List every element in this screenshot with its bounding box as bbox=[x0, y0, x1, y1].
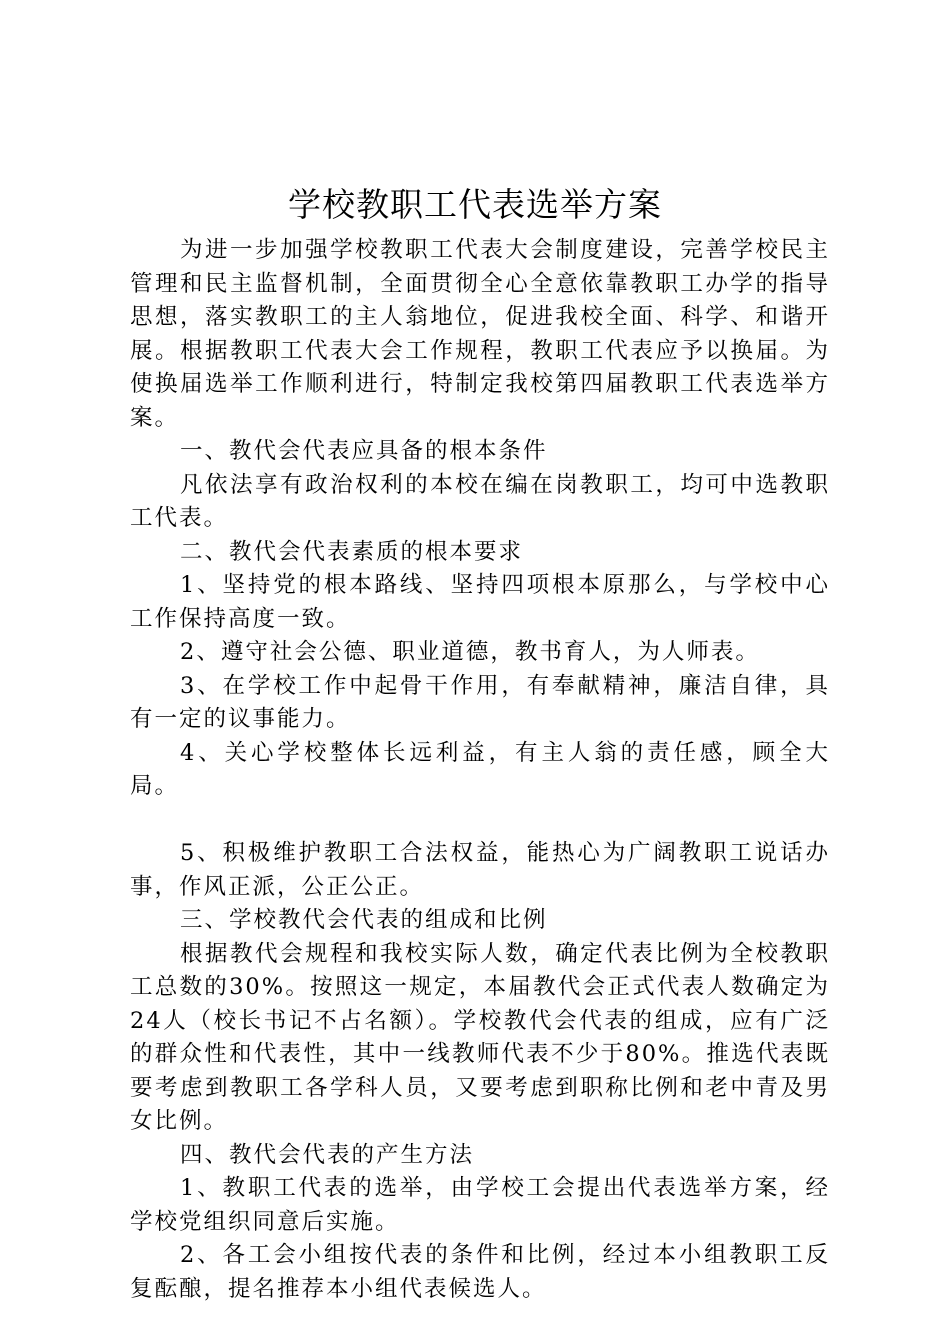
paragraph: 根据教代会规程和我校实际人数，确定代表比例为全校教职工总数的30%。按照这一规定，本届教代会正式代表人数确定为24人（校长书记不占名额）。学校教代会代表的组成，应有广泛的群众性和代表性，其中一线教师代表不少于80%。推选代表既要考虑到教职工各学科人员，又要考虑到职称比例和老中青及男女比例。 bbox=[130, 940, 830, 1134]
list-item: 5、积极维护教职工合法权益，能热心为广阔教职工说话办事，作风正派，公正公正。 bbox=[130, 840, 830, 900]
document-body bbox=[130, 234, 830, 1306]
list-item: 4、关心学校整体长远利益，有主人翁的责任感，顾全大局。 bbox=[130, 739, 830, 799]
list-item: 2、各工会小组按代表的条件和比例，经过本小组教职工反复酝酿，提名推荐本小组代表候选人。 bbox=[130, 1242, 830, 1302]
intro-paragraph: 为进一步加强学校教职工代表大会制度建设，完善学校民主管理和民主监督机制，全面贯彻全心全意依靠教职工办学的指导思想，落实教职工的主人翁地位，促进我校全面、科学、和谐开展。根据教职工代表大会工作规程，教职工代表应予以换届。为使换届选举工作顺利进行，特制定我校第四届教职工代表选举方案。 bbox=[130, 237, 830, 431]
paragraph: 凡依法享有政治权利的本校在编在岗教职工，均可中选教职工代表。 bbox=[130, 471, 830, 531]
list-item: 2、遵守社会公德、职业道德，教书育人，为人师表。 bbox=[180, 639, 760, 665]
section-heading-4: 四、教代会代表的产生方法 bbox=[180, 1141, 475, 1168]
list-item: 3、在学校工作中起骨干作用，有奉献精神，廉洁自律，具有一定的议事能力。 bbox=[130, 672, 830, 732]
section-heading-2: 二、教代会代表素质的根本要求 bbox=[180, 538, 524, 565]
document-title: 学校教职工代表选举方案 bbox=[288, 185, 662, 224]
section-heading-1: 一、教代会代表应具备的根本条件 bbox=[180, 438, 548, 464]
blank-line bbox=[130, 804, 830, 838]
list-item: 1、教职工代表的选举，由学校工会提出代表选举方案，经学校党组织同意后实施。 bbox=[130, 1175, 830, 1235]
section-heading-3: 三、学校教代会代表的组成和比例 bbox=[180, 907, 548, 933]
list-item: 1、坚持党的根本路线、坚持四项根本原那么，与学校中心工作保持高度一致。 bbox=[130, 572, 830, 632]
